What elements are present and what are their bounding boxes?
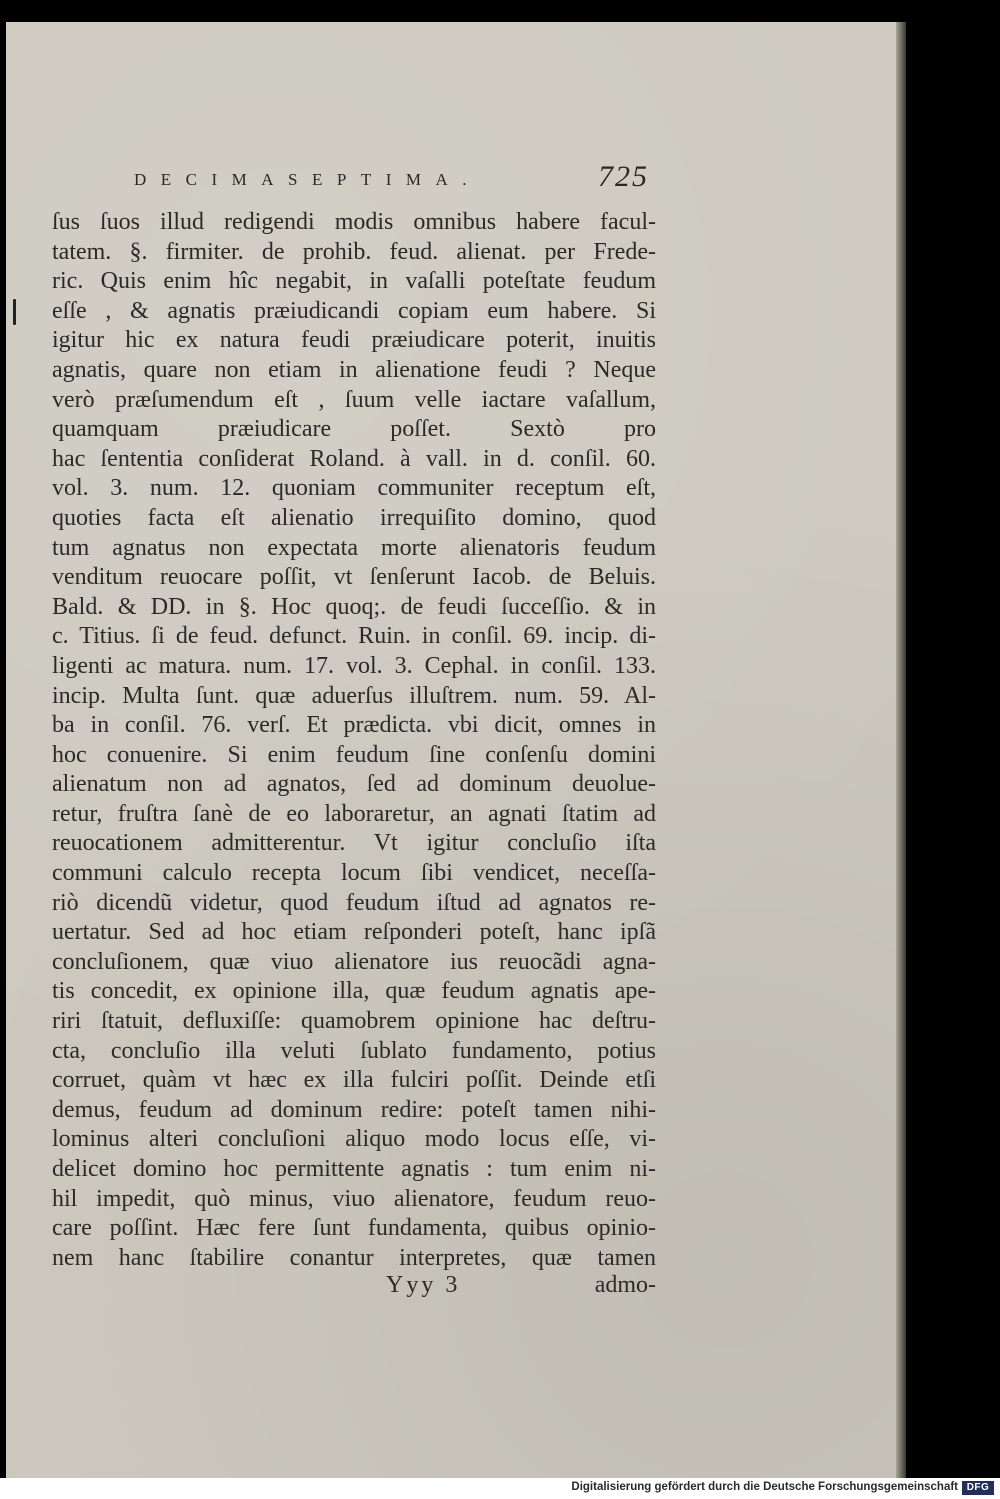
text-line: cta, concluſio illa veluti ſublato fundamento, potius (52, 1037, 656, 1064)
text-line: Bald. & DD. in §. Hoc quoq;. de feudi ſucceſſio. & in (52, 593, 656, 620)
text-line: hac ſententia conſiderat Roland. à vall. in d. conſil. 60. (52, 445, 656, 472)
text-line: incip. Multa ſunt. quæ aduerſus illuſtrem. num. 59. Al- (52, 682, 656, 709)
catchword-line (52, 1269, 656, 1301)
text-line: lominus alteri concluſioni aliquo modo locus eſſe, vi- (52, 1126, 656, 1153)
text-line: venditum reuocare poſſit, vt ſenſerunt Iacob. de Beluis. (52, 564, 656, 591)
text-line: concluſionem, quæ viuo alienatore ius reuocãdi agna- (52, 948, 656, 975)
footer-bar (0, 1478, 1000, 1499)
text-line: ligenti ac matura. num. 17. vol. 3. Cephal. in conſil. 133. (52, 652, 656, 679)
text-line: hil impedit, quò minus, viuo alienatore, feudum reuo- (52, 1185, 656, 1212)
text-line: quoties facta eſt alienatio irrequiſito domino, quod (52, 504, 656, 531)
text-line: care poſſint. Hæc fere ſunt fundamenta, quibus opinio- (52, 1215, 656, 1242)
text-line: riri ſtatuit, defluxiſſe: quamobrem opinione hac deſtru- (52, 1008, 656, 1035)
text-line: eſſe , & agnatis præiudicandi copiam eum habere. Si (52, 297, 656, 324)
text-line: verò præſumendum eſt , ſuum velle iactare vaſallum, (52, 386, 656, 413)
text-line: ric. Quis enim hîc negabit, in vaſalli poteſtate feudum (52, 268, 656, 295)
text-line: delicet domino hoc permittente agnatis : tum enim ni- (52, 1156, 656, 1182)
margin-ink-mark (13, 299, 16, 325)
text-line: tis concedit, ex opinione illa, quæ feudum agnatis ape- (52, 978, 656, 1005)
text-line: ſus ſuos illud redigendi modis omnibus habere facul- (52, 209, 656, 235)
text-line: nem hanc ſtabilire conantur interpretes, quæ tamen (52, 1244, 656, 1271)
page-edge-shadow (896, 22, 906, 1478)
book-page (6, 22, 904, 1478)
text-line: tum agnatus non expectata morte alienatoris feudum (52, 534, 656, 561)
text-line: communi calculo recepta locum ſibi vendicet, neceſſa- (52, 860, 656, 887)
text-line: vol. 3. num. 12. quoniam communiter receptum eſt, (52, 475, 656, 502)
text-line: quamquam præiudicare poſſet. Sextò pro (52, 416, 656, 443)
text-line: demus, feudum ad dominum redire: poteſt tamen nihi- (52, 1096, 656, 1123)
dfg-logo: DFG (962, 1481, 994, 1495)
text-line: c. Titius. ſi de feud. defunct. Ruin. in conſil. 69. incip. di- (52, 623, 656, 650)
text-line: corruet, quàm vt hæc ex illa fulciri poſſit. Deinde etſi (52, 1067, 656, 1094)
text-line: riò dicendũ videtur, quod feudum iſtud ad agnatos re- (52, 889, 656, 916)
signature-mark: Yyy 3 (386, 1272, 461, 1298)
text-line: agnatis, quare non etiam in alienatione feudi ? Neque (52, 356, 656, 383)
text-line: uertatur. Sed ad hoc etiam reſponderi poteſt, hanc ipſã (52, 919, 656, 946)
footer-credit: Digitalisierung gefördert durch die Deutsche Forschungsgemeinschaft (571, 1481, 958, 1493)
text-line: igitur hic ex natura feudi præiudicare poterit, inuitis (52, 327, 656, 354)
catchword: admo- (594, 1272, 656, 1298)
text-line: reuocationem admitterentur. Vt igitur concluſio iſta (52, 830, 656, 857)
body-text (52, 208, 656, 1273)
page-number: 725 (598, 160, 649, 193)
running-head: DECIMASEPTIMA. (134, 170, 482, 189)
text-line: alienatum non ad agnatos, ſed ad dominum deuolue- (52, 771, 656, 798)
text-line: retur, fruſtra ſanè de eo laboraretur, an agnati ſtatim ad (52, 800, 656, 827)
text-line: hoc conuenire. Si enim feudum ſine conſenſu domini (52, 741, 656, 768)
text-line: tatem. §. firmiter. de prohib. feud. alienat. per Frede- (52, 238, 656, 265)
text-line: ba in conſil. 76. verſ. Et prædicta. vbi dicit, omnes in (52, 712, 656, 739)
